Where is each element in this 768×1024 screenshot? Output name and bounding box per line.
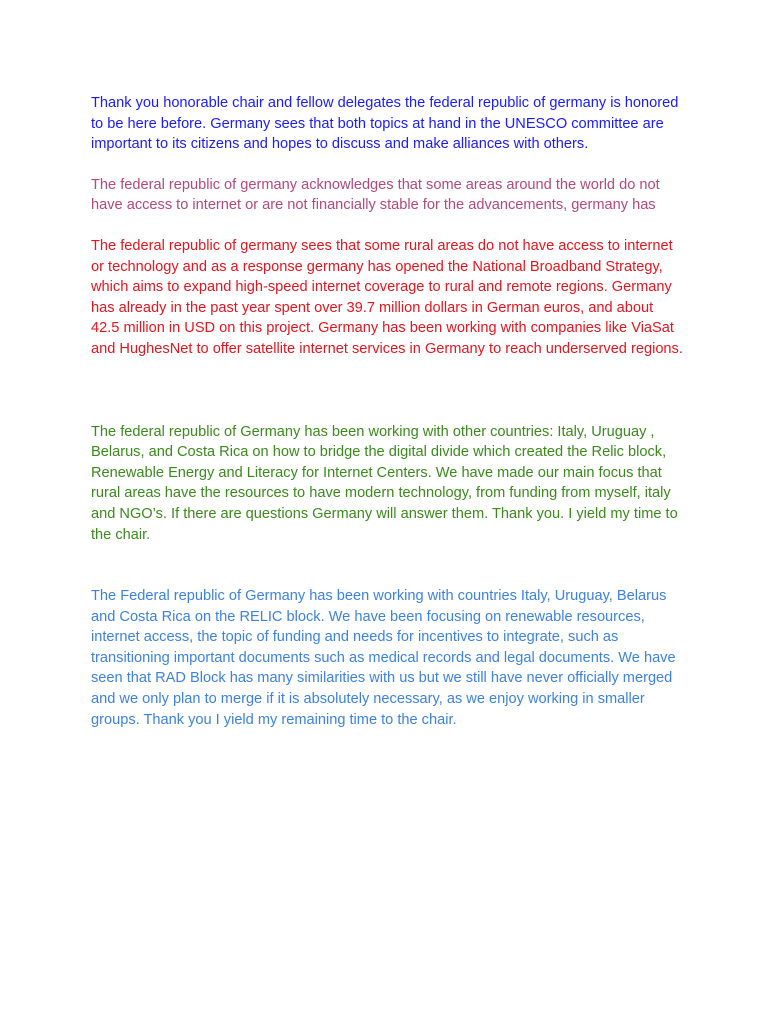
paragraph-acknowledgement: The federal republic of germany acknowledges that some areas around the world do not have access to internet or are not financially stable for the advancements, germany has [91,176,660,214]
paragraph-cooperation: The federal republic of Germany has been working with other countries: Italy, Uruguay , Belarus, and Costa Rica on how to bridge the digital divide which created the Relic block, Renewable Energy and Literacy for Internet Centers. We have made our main focus that rural areas have the resources to have modern technology, from funding from myself, italy and NGO’s. If there are questions Germany will answer them. Thank you. I yield my time to the chair. [91,423,678,543]
paragraph-relic-block: The Federal republic of Germany has been working with countries Italy, Uruguay, Belarus and Costa Rica on the RELIC block. We have been focusing on renewable resources, internet access, the topic of funding and needs for incentives to integrate, such as transitioning important documents such as medical records and legal documents. We have seen that RAD Block has many similarities with us but we still have never officially merged and we only plan to merge if it is absolutely necessary, as we enjoy working in smaller groups. Thank you I yield my remaining time to the chair. [91,588,676,728]
paragraph-rural-access: The federal republic of germany sees that some rural areas do not have access to internet or technology and as a response germany has opened the National Broadband Strategy, which aims to expand high-speed internet coverage to rural and remote regions. Germany has already in the past year spent over 39.7 million dollars in German euros, and about 42.5 million in USD on this project. Germany has been working with companies like ViaSat and HughesNet to offer satellite internet services in Germany to reach underserved regions. [91,237,683,357]
paragraph-opening: Thank you honorable chair and fellow delegates the federal republic of germany is honored to be here before. Germany sees that both topics at hand in the UNESCO committee are important to its citizens and hopes to discuss and make alliances with others. [91,95,679,153]
document-body [91,93,683,730]
